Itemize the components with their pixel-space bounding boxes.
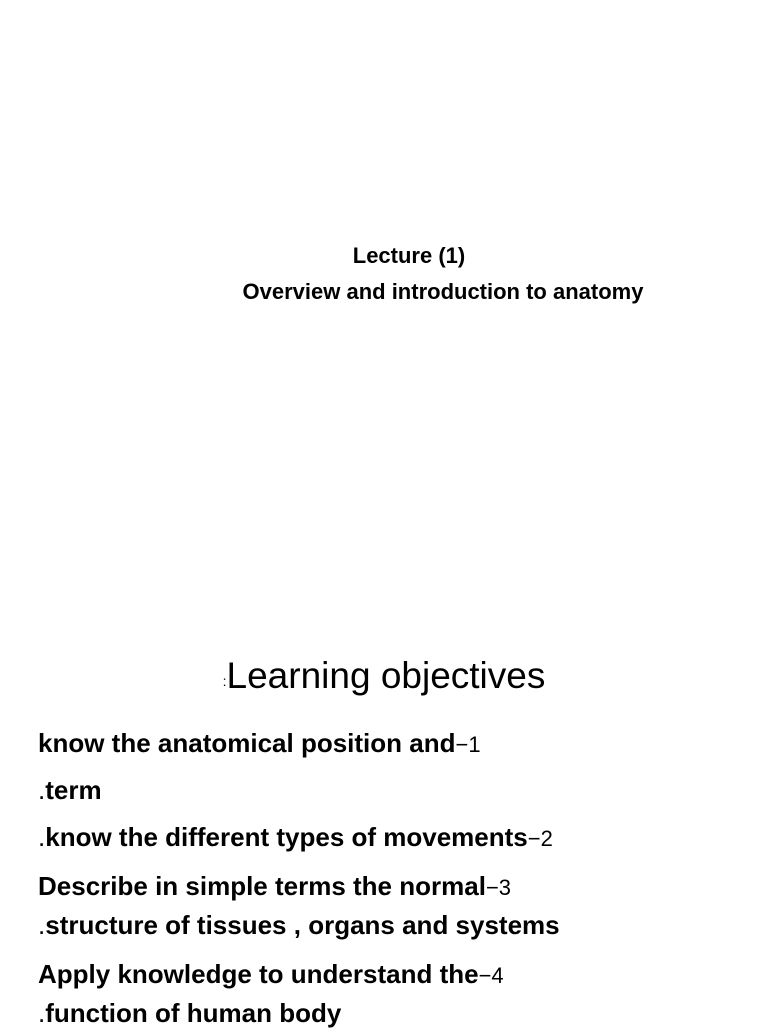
line-prefix: .	[38, 998, 46, 1028]
lecture-number: Lecture (1)	[352, 243, 466, 268]
line-text: Describe in simple terms the normal	[38, 871, 486, 901]
line-text: function of human body	[45, 998, 342, 1028]
objective-line-3	[38, 820, 553, 856]
objective-line-5	[38, 908, 560, 944]
objective-line-7	[38, 996, 341, 1032]
heading-text: Learning objectives	[226, 655, 546, 696]
line-prefix: .	[38, 910, 46, 940]
objective-number: −4	[478, 963, 504, 988]
objective-line-4	[38, 869, 511, 905]
objective-line-1	[38, 726, 481, 762]
objectives-heading	[0, 654, 768, 703]
line-text: know the anatomical position and	[38, 728, 456, 758]
objective-number: −3	[485, 875, 512, 900]
line-text: Apply knowledge to understand the	[38, 959, 479, 989]
line-text: term	[45, 775, 102, 805]
lecture-subtitle: Overview and introduction to anatomy	[242, 279, 644, 304]
line-prefix: .	[38, 822, 46, 852]
heading-colon: :	[222, 673, 227, 689]
objective-line-2	[38, 773, 102, 809]
slide-title	[0, 238, 768, 310]
objective-line-6	[38, 957, 504, 993]
line-text: structure of tissues , organs and systems	[45, 910, 560, 940]
objective-number: −1	[455, 732, 481, 757]
objective-number: −2	[527, 826, 553, 851]
line-prefix: .	[38, 775, 46, 805]
line-text: know the different types of movements	[45, 822, 528, 852]
